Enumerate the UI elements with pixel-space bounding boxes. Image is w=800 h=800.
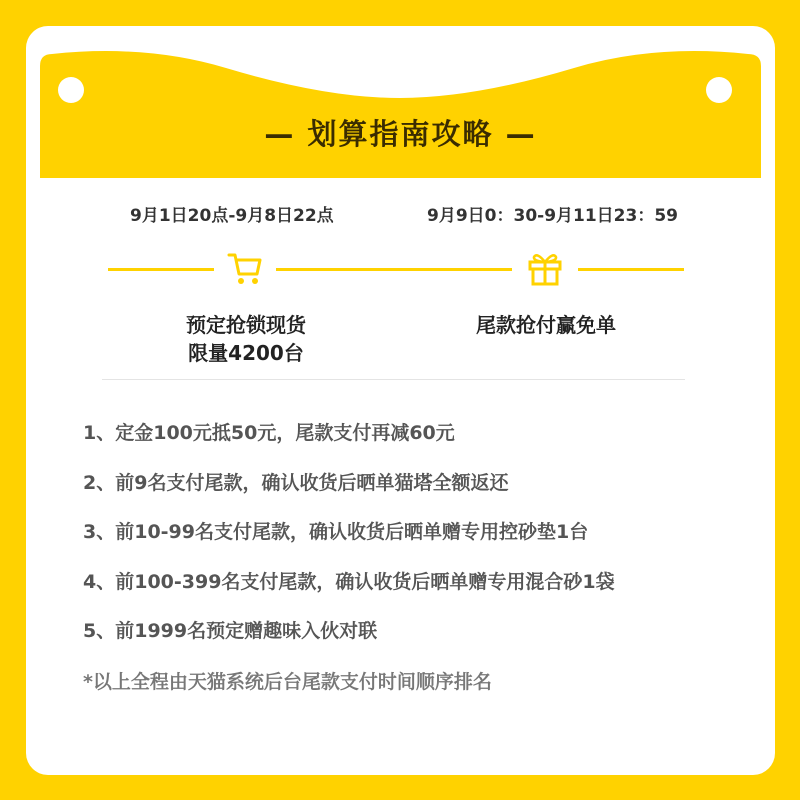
rule-item: 2、前9名支付尾款，确认收货后晒单猫塔全额返还 (83, 471, 509, 494)
timeline-rule-segment (276, 268, 512, 271)
phase-1-label-line2: 限量4200台 (188, 341, 304, 365)
rules-list (83, 419, 615, 667)
timeline-rule-segment (578, 268, 684, 271)
rule-item: 3、前10-99名支付尾款，确认收货后晒单赠专用控砂垫1台 (83, 521, 589, 544)
gift-box-icon (525, 248, 565, 288)
guide-card (26, 26, 775, 775)
title-banner (26, 26, 775, 186)
page-title: — 划算指南攻略 — (264, 117, 537, 151)
phase-1-label (146, 311, 346, 367)
shopping-cart-icon (225, 248, 265, 288)
banner-shape (26, 26, 775, 186)
timeline-rule-segment (108, 268, 214, 271)
phase-2-date: 9月9日0：30-9月11日23：59 (427, 206, 678, 226)
rule-item: 5、前1999名预定赠趣味入伙对联 (83, 620, 378, 643)
phase-2-label: 尾款抢付赢免单 (476, 313, 616, 337)
rule-item: 1、定金100元抵50元，尾款支付再减60元 (83, 422, 455, 444)
rule-item: 4、前100-399名支付尾款，确认收货后晒单赠专用混合砂1袋 (83, 570, 615, 593)
section-divider (102, 379, 685, 380)
phase-1-date: 9月1日20点-9月8日22点 (130, 206, 334, 226)
phase-1-label-line1: 预定抢锁现货 (186, 313, 306, 337)
footnote: *以上全程由天猫系统后台尾款支付时间顺序排名 (83, 671, 492, 693)
